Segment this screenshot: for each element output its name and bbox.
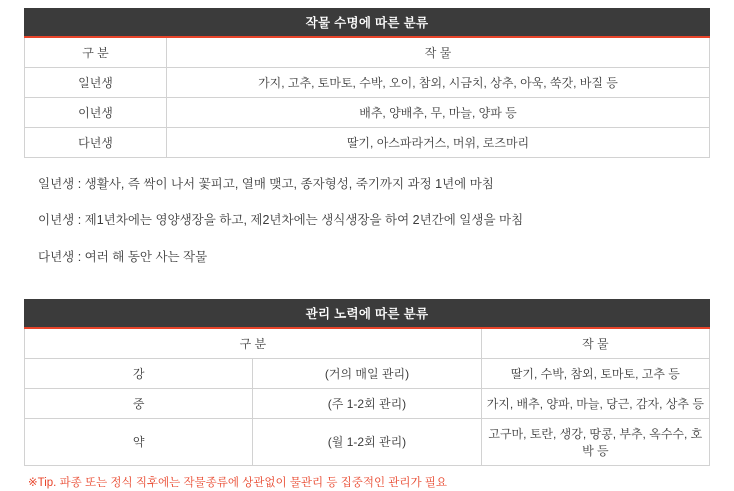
note-biennial: 이년생 : 제1년차에는 영양생장을 하고, 제2년차에는 생식생장을 하여 2년간에 일생을 마침 <box>38 213 524 228</box>
table-row <box>25 388 710 418</box>
table-header-row <box>25 37 710 68</box>
lifespan-header-category: 구 분 <box>25 37 167 68</box>
section-spacer <box>24 285 710 299</box>
effort-table-title: 관리 노력에 따른 분류 <box>24 299 710 327</box>
effort-cell-crop: 딸기, 수박, 참외, 토마토, 고추 등 <box>481 358 709 388</box>
effort-cell-crop: 가지, 배추, 양파, 마늘, 당근, 감자, 상추 등 <box>481 388 709 418</box>
lifespan-cell-category: 다년생 <box>25 128 167 158</box>
effort-cell-frequency: (주 1-2회 관리) <box>253 388 481 418</box>
tip-note: ※Tip. 파종 또는 정식 직후에는 작물종류에 상관없이 물관리 등 집중적인 관리가 필요 <box>28 476 448 489</box>
lifespan-cell-category: 일년생 <box>25 68 167 98</box>
effort-cell-level: 강 <box>25 358 253 388</box>
effort-cell-frequency: (월 1-2회 관리) <box>253 418 481 465</box>
effort-header-crop: 작 물 <box>481 328 709 359</box>
lifespan-cell-crop: 배추, 양배추, 무, 마늘, 양파 등 <box>167 98 710 128</box>
lifespan-cell-category: 이년생 <box>25 98 167 128</box>
note-perennial: 다년생 : 여러 해 동안 사는 작물 <box>38 249 208 264</box>
table-row <box>25 68 710 98</box>
lifespan-classification-block <box>24 8 710 158</box>
lifespan-header-crop: 작 물 <box>167 37 710 68</box>
table-row <box>25 128 710 158</box>
effort-cell-level: 약 <box>25 418 253 465</box>
table-header-row <box>25 328 710 359</box>
lifespan-table <box>24 36 710 158</box>
effort-cell-frequency: (거의 매일 관리) <box>253 358 481 388</box>
table-row <box>25 98 710 128</box>
effort-header-category: 구 분 <box>25 328 482 359</box>
table-row <box>25 358 710 388</box>
lifespan-cell-crop: 가지, 고추, 토마토, 수박, 오이, 참외, 시금치, 상추, 아욱, 쑥갓, 바질 등 <box>167 68 710 98</box>
lifespan-notes <box>24 176 710 265</box>
effort-classification-block <box>24 299 710 466</box>
lifespan-cell-crop: 딸기, 아스파라거스, 머위, 로즈마리 <box>167 128 710 158</box>
effort-table <box>24 327 710 466</box>
note-annual: 일년생 : 생활사, 즉 싹이 나서 꽃피고, 열매 맺고, 종자형성, 죽기까지 과정 1년에 마침 <box>38 177 494 191</box>
table-row <box>25 418 710 465</box>
effort-cell-level: 중 <box>25 388 253 418</box>
lifespan-table-title: 작물 수명에 따른 분류 <box>24 8 710 36</box>
effort-cell-crop: 고구마, 토란, 생강, 땅콩, 부추, 옥수수, 호박 등 <box>481 418 709 465</box>
